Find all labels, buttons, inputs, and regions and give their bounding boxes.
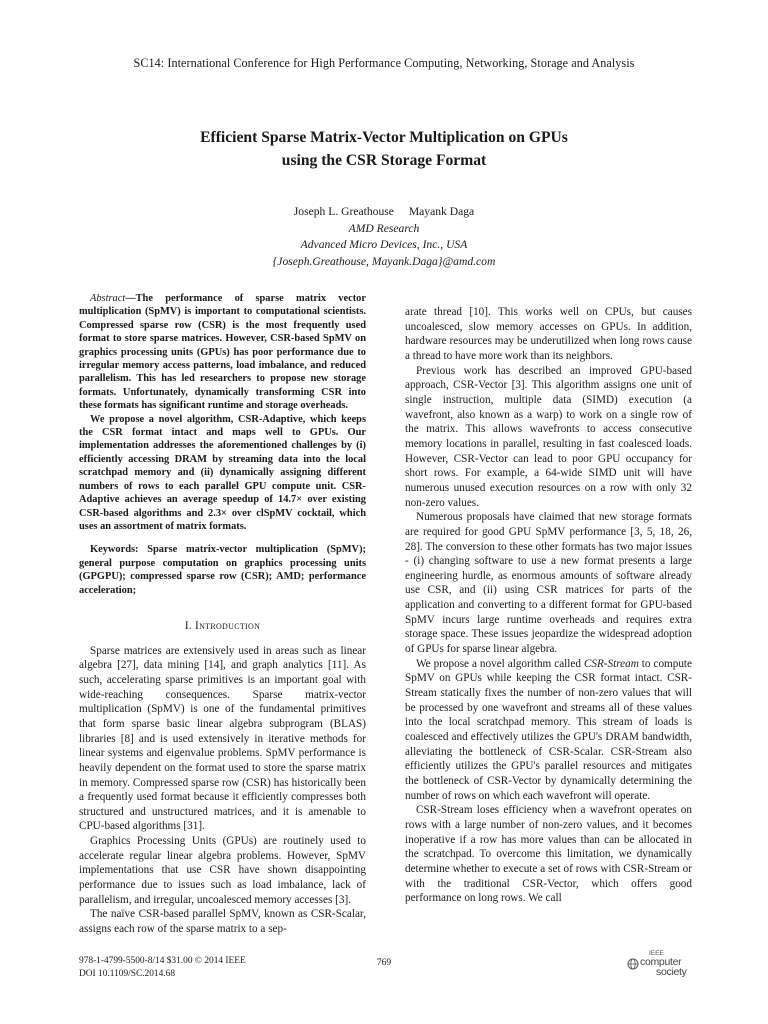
author-1: Joseph L. Greathouse [293,205,394,218]
logo-computer-text: computer [640,956,682,968]
abstract [79,292,366,533]
body-paragraph-continued: arate thread [10]. This works well on CPUs, but causes uncoalesced, slow memory accesses on GPUs. In addition, hardware resources may be underutilized when long rows cause a thread to have more work than its neighbors. [405,306,692,362]
abstract-paragraph-2: We propose a novel algorithm, CSR-Adaptive, which keeps the CSR format intact and maps well to GPUs. Our implementation addresses the aforementioned challenges by (i) efficiently accessing DRAM by streaming data into the local scratchpad memory and (ii) dynamically assigning different numbers of rows to each parallel GPU compute unit. CSR-Adaptive achieves an average speedup of 14.7× over existing CSR-based algorithms and 2.3× over clSpMV cocktail, which uses an assortment of matrix formats. [79,413,366,532]
intro-paragraph-3: The naïve CSR-based parallel SpMV, known as CSR-Scalar, assigns each row of the sparse matrix to a sep- [79,908,366,936]
body-paragraph-csr-vector: Previous work has described an improved GPU-based approach, CSR-Vector [3]. This algorithm assigns one unit of single instruction, multiple data (SIMD) execution (a wavefront, also known as a warp) to work on a single row of the matrix. This allows wavefronts to access consecutive memory locations in parallel, resulting in fast coalesced loads. However, CSR-Vector can lead to poor GPU occupancy for short rows. For example, a 64-wide SIMD unit will have numerous unused execution resources on a row with only 32 non-zero values. [405,364,692,509]
footer-doi: DOI 10.1109/SC.2014.68 [79,968,176,979]
affiliation-lab: AMD Research [348,221,420,235]
abstract-paragraph-1: Abstract—The performance of sparse matrix vector multiplication (SpMV) is important to computational scientists. Compressed sparse row (CSR) is the most frequently used format to store sparse matrices. However, CSR-based SpMV on graphics processing units (GPUs) has poor performance due to irregular memory access patterns, load imbalance, and reduced parallelism. This has led researchers to propose new storage formats. Unfortunately, dynamically transforming CSR into these formats has significant runtime and storage overheads. [79,293,366,412]
body-paragraph-storage-formats: Numerous proposals have claimed that new storage formats are required for good GPU SpMV performance [3, 5, 18, 26, 28]. The conversion to these other formats has two major issues - (i) changing software to use a new format presents a large engineering hurdle, as enormous amounts of software already use CSR, and (ii) using CSR matrices for parts of the application and converting to a different format for GPU-based SpMV incurs large runtime overheads and requires extra storage space. These issues jeopardize the widespread adoption of GPUs for sparse linear algebra. [405,511,692,656]
body-paragraph-csr-stream: We propose a novel algorithm called CSR-Stream to compute SpMV on GPUs while keeping the CSR format intact. CSR-Stream statically fixes the number of non-zero values that will be processed by one wavefront and streams all of these values into the local scratchpad memory. This stream of loads is coalesced and effectively utilizes the GPU's DRAM bandwidth, alleviating the bottleneck of CSR-Scalar. CSR-Stream also efficiently utilizes the GPU's parallel resources and mitigates the bottleneck of CSR-Vector by dynamically determining the number of rows on which each wavefront will operate. [405,657,692,802]
intro-paragraph-1: Sparse matrices are extensively used in areas such as linear algebra [27], data mining [14], and graph analytics [11]. As such, accelerating sparse primitives is an important goal with wide-reaching consequences. Sparse matrix-vector multiplication (SpMV) is one of the fundamental primitives that form sparse basic linear algebra subprogram (BLAS) libraries [8] and is used extensively in iterative methods for linear systems and eigenvalue problems. SpMV performance is heavily dependent on the format used to store the sparse matrix in memory. Compressed sparse row (CSR) has historically been a frequently used format because it efficiently compresses both structured and unstructured matrices, and it is amenable to CPU-based algorithms [31]. [79,644,366,833]
left-column [79,292,366,937]
right-column [405,305,692,906]
page-number: 769 [376,957,392,968]
paper-title [0,126,768,172]
title-line-1: Efficient Sparse Matrix-Vector Multiplication on GPUs [200,129,568,146]
logo-society-text: society [656,966,687,978]
body-paragraph-csr-adaptive: CSR-Stream loses efficiency when a wavefront operates on rows with a large number of non-zero values, and it becomes inoperative if a row has more values than can be allocated in the scratchpad. To overcome this limitation, we dynamically determine whether to execute a set of rows with CSR-Stream or with the traditional CSR-Vector, which offers good performance on long rows. We call [405,804,692,905]
term-csr-stream: CSR-Stream [583,657,639,670]
author-2: Mayank Daga [408,205,475,218]
affiliation-company: Advanced Micro Devices, Inc., USA [300,238,468,251]
author-block [0,204,768,270]
globe-icon [627,958,639,970]
author-email: {Joseph.Greathouse, Mayank.Daga}@amd.com [272,254,496,268]
footer-isbn: 978-1-4799-5500-8/14 $31.00 © 2014 IEEE [79,956,246,966]
intro-paragraph-2: Graphics Processing Units (GPUs) are routinely used to accelerate regular linear algebra problems. However, SpMV implementations that use CSR have shown disappointing performance due to issues such as load imbalance, lack of parallelism, and irregular, uncoalesced memory accesses [3]. [79,835,366,906]
ieee-computer-society-logo [627,950,707,980]
abstract-label: Abstract [90,293,126,304]
section-heading-introduction: I. Introduction [184,619,261,632]
conference-header: SC14: International Conference for High Performance Computing, Networking, Storage and Analysis [133,56,635,70]
logo-ieee-text: IEEE [649,950,664,957]
author-names [0,204,768,221]
keywords: Keywords: Sparse matrix-vector multiplication (SpMV); general purpose computation on graphics processing units (GPGPU); compressed sparse row (CSR); AMD; performance acceleration; [79,544,366,596]
title-line-2: using the CSR Storage Format [281,152,487,169]
